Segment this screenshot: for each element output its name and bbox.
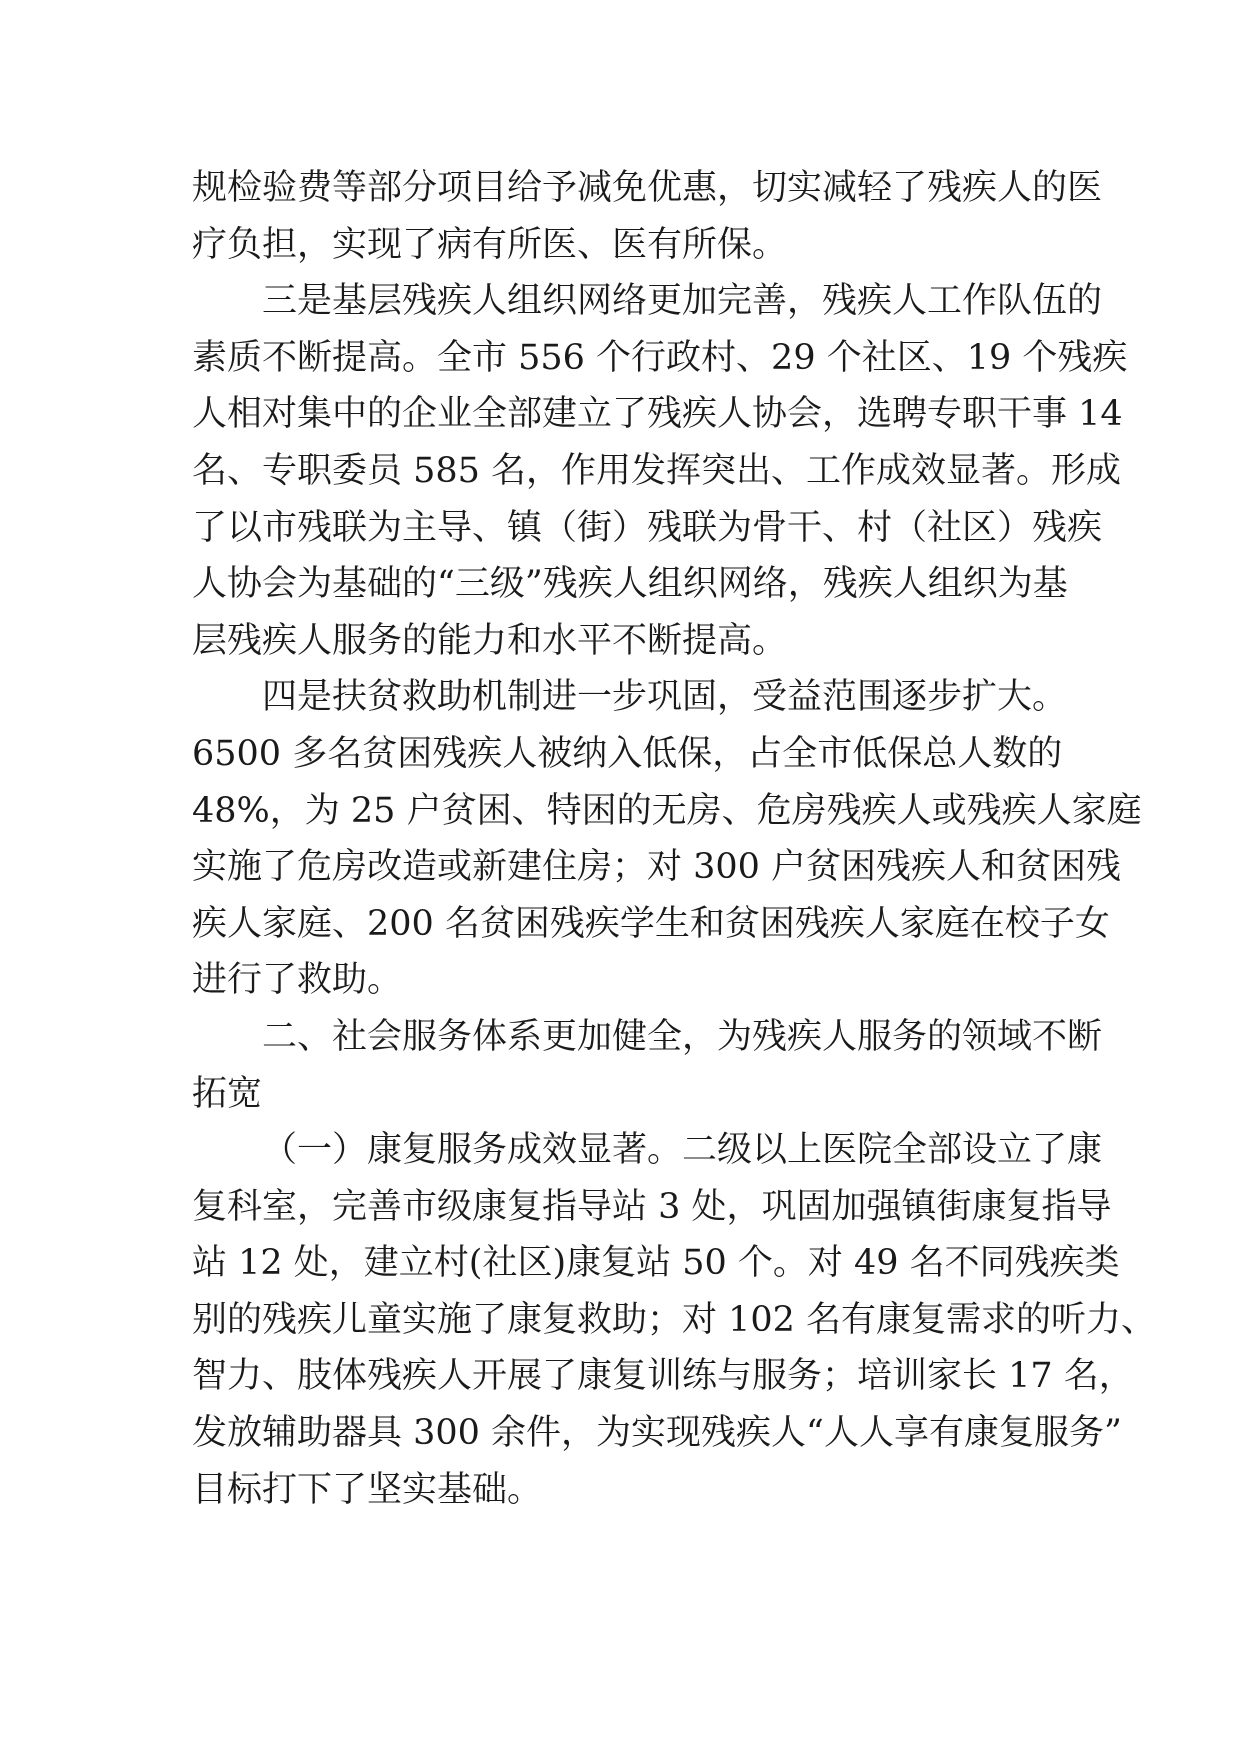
text-line: 进行了救助。 <box>192 960 403 1001</box>
text-line: 目标打下了坚实基础。 <box>192 1469 543 1510</box>
text-line: 名、专职委员 585 名，作用发挥突出、工作成效显著。形成 <box>192 450 1122 491</box>
text-line: （一）康复服务成效显著。二级以上医院全部设立了康 <box>262 1130 1103 1171</box>
text-line: 实施了危房改造或新建住房；对 300 户贫困残疾人和贫困残 <box>192 847 1122 888</box>
text-line: 发放辅助器具 300 余件，为实现残疾人“人人享有康复服务” <box>192 1413 1122 1454</box>
text-line: 素质不断提高。全市 556 个行政村、29 个社区、19 个残疾 <box>192 337 1128 378</box>
text-line: 拓宽 <box>192 1073 263 1114</box>
text-line: 了以市残联为主导、镇（街）残联为骨干、村（社区）残疾 <box>192 507 1103 548</box>
document-body <box>192 160 1157 1518</box>
text-line: 人相对集中的企业全部建立了残疾人协会，选聘专职干事 14 <box>192 394 1123 435</box>
text-line: 站 12 处，建立村(社区)康复站 50 个。对 49 名不同残疾类 <box>192 1243 1120 1284</box>
text-line: 别的残疾儿童实施了康复救助；对 102 名有康复需求的听力、 <box>192 1299 1157 1340</box>
text-line: 四是扶贫救助机制进一步巩固，受益范围逐步扩大。 <box>262 677 1068 718</box>
text-line: 复科室，完善市级康复指导站 3 处，巩固加强镇街康复指导 <box>192 1186 1112 1227</box>
text-line: 人协会为基础的“三级”残疾人组织网络，残疾人组织为基 <box>192 564 1068 605</box>
text-line: 三是基层残疾人组织网络更加完善，残疾人工作队伍的 <box>262 281 1103 322</box>
text-line: 48%，为 25 户贫困、特困的无房、危房残疾人或残疾人家庭 <box>192 790 1142 831</box>
text-line: 智力、肢体残疾人开展了康复训练与服务；培训家长 17 名， <box>192 1356 1134 1397</box>
text-line: 疗负担，实现了病有所医、医有所保。 <box>192 224 788 265</box>
text-line: 层残疾人服务的能力和水平不断提高。 <box>192 620 788 661</box>
text-line: 规检验费等部分项目给予减免优惠，切实减轻了残疾人的医 <box>192 168 1103 208</box>
text-line: 6500 多名贫困残疾人被纳入低保，占全市低保总人数的 <box>192 733 1063 774</box>
text-line: 二、社会服务体系更加健全，为残疾人服务的领域不断 <box>262 1016 1103 1057</box>
text-line: 疾人家庭、200 名贫困残疾学生和贫困残疾人家庭在校子女 <box>192 903 1110 944</box>
